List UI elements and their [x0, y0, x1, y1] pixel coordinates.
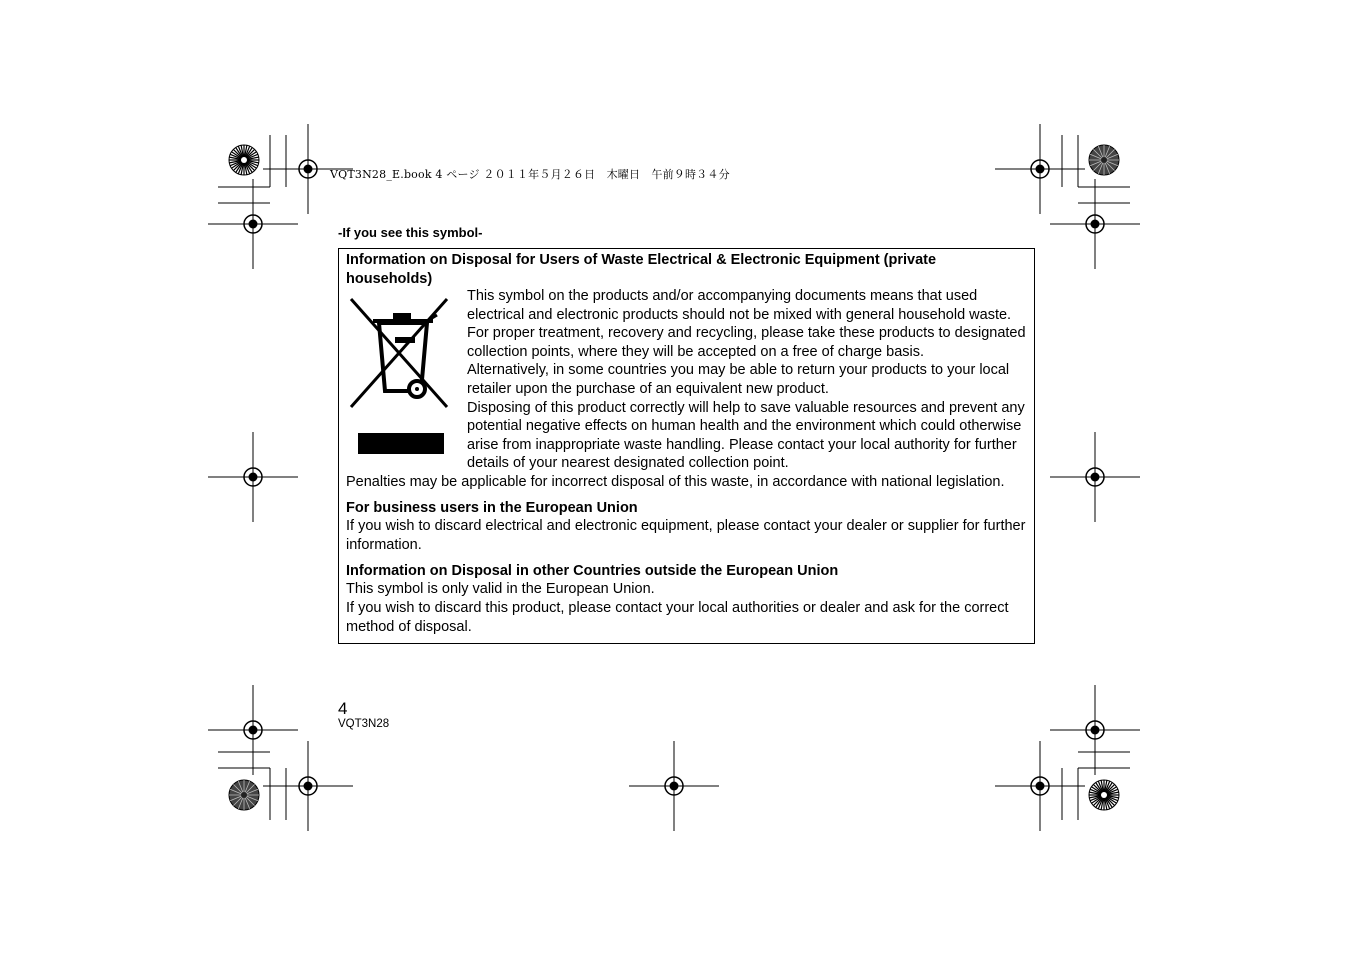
business-users-heading: For business users in the European Union [346, 500, 638, 516]
page-number: 4 [338, 699, 348, 718]
penalty-note: Penalties may be applicable for incorrect disposal of this waste, in accordance with national legislation. [346, 474, 1005, 490]
notice-title: Information on Disposal for Users of Waste Electrical & Electronic Equipment (private households) [346, 252, 937, 287]
intro-paragraph: For proper treatment, recovery and recycling, please take these products to designated collection points, where they will be accepted on a free of charge basis. [467, 325, 1026, 360]
outside-eu-line2: If you wish to discard this product, please contact your local authorities or dealer and ask for the correct method of disposal. [346, 600, 1009, 635]
symbol-heading: -If you see this symbol- [338, 225, 483, 240]
crossed-out-wheelie-bin-icon [347, 295, 457, 455]
outside-eu-heading: Information on Disposal in other Countries outside the European Union [346, 563, 839, 579]
disposal-notice-box [338, 248, 1035, 644]
print-info-line: VQT3N28_E.book 4 ページ ２０１１年５月２６日 木曜日 午前９時３４分 [330, 168, 730, 181]
outside-eu-line1: This symbol is only valid in the European Union. [346, 581, 655, 597]
intro-paragraph: Disposing of this product correctly will help to save valuable resources and prevent any potential negative effects on human health and the environment which could otherwise arise from inappropriate waste handling. Please contact your local authority for further details of your nearest designated collection point. [467, 399, 1025, 472]
business-users-body: If you wish to discard electrical and electronic equipment, please contact your dealer or supplier for further information. [346, 518, 1026, 553]
intro-paragraph: Alternatively, in some countries you may be able to return your products to your local retailer upon the purchase of an equivalent new product. [467, 362, 1010, 397]
notice-intro [467, 287, 1033, 473]
model-code: VQT3N28 [338, 718, 390, 730]
intro-paragraph: This symbol on the products and/or accompanying documents means that used electrical and electronic products should not be mixed with general household waste. [467, 288, 1012, 323]
